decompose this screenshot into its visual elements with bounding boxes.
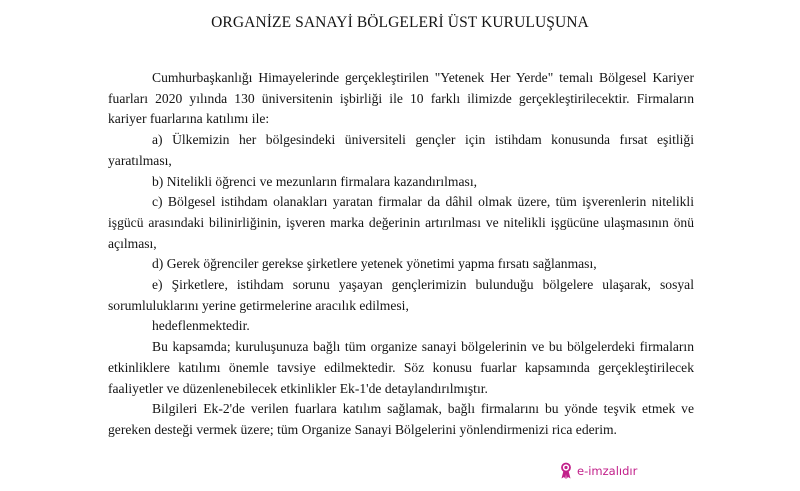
document-body bbox=[108, 68, 694, 441]
list-item: c) Bölgesel istihdam olanakları yaratan firmalar da dâhil olmak üzere, tüm işverenlerin nitelikli işgücü arasındaki bilinirliğinin, işveren marka değerinin artırılması ve nitelikli işgücüne ulaşmasının önü açılması, bbox=[108, 194, 694, 251]
list-item: a) Ülkemizin her bölgesindeki üniversiteli gençler için istihdam konusunda fırsat eşitliği yaratılması, bbox=[108, 132, 694, 168]
intro-paragraph: Cumhurbaşkanlığı Himayelerinde gerçekleştirilen "Yetenek Her Yerde" temalı Bölgesel Kariyer fuarları 2020 yılında 130 üniversitenin işbirliği ile 10 farklı ilimizde gerçekleştirilecektir. Firmaların kariyer fuarlarına katılımı ile: bbox=[108, 70, 694, 127]
page-title: ORGANİZE SANAYİ BÖLGELERİ ÜST KURULUŞUNA bbox=[211, 14, 589, 31]
request-paragraph: Bilgileri Ek-2'de verilen fuarlara katılım sağlamak, bağlı firmalarını bu yönde teşvik etmek ve gereken desteği vermek üzere; tüm Organize Sanayi Bölgelerini yönlendirmenizi rica ederim. bbox=[108, 401, 694, 437]
list-item: d) Gerek öğrenciler gerekse şirketlere yetenek yönetimi yapma fırsatı sağlanması, bbox=[152, 256, 597, 272]
e-signature-badge bbox=[559, 462, 637, 480]
signature-label: e-imzalıdır bbox=[577, 464, 638, 478]
scope-paragraph: Bu kapsamda; kuruluşunuza bağlı tüm organize sanayi bölgelerinin ve bu bölgelerdeki firmaların etkinliklere katılımı önemle tavsiye edilmektedir. Söz konusu fuarlar kapsamında gerçekleştirilecek faaliyetler ve düzenlenebilecek etkinlikler Ek-1'de detaylandırılmıştır. bbox=[108, 339, 694, 396]
ribbon-icon bbox=[559, 462, 573, 480]
closing-line: hedeflenmektedir. bbox=[152, 318, 250, 334]
list-item: b) Nitelikli öğrenci ve mezunların firmalara kazandırılması, bbox=[152, 173, 477, 189]
list-item: e) Şirketlere, istihdam sorunu yaşayan gençlerimizin bulunduğu bölgelere ulaşarak, sosyal sorumluluklarını yerine getirmelerine aracılık edilmesi, bbox=[108, 277, 694, 313]
